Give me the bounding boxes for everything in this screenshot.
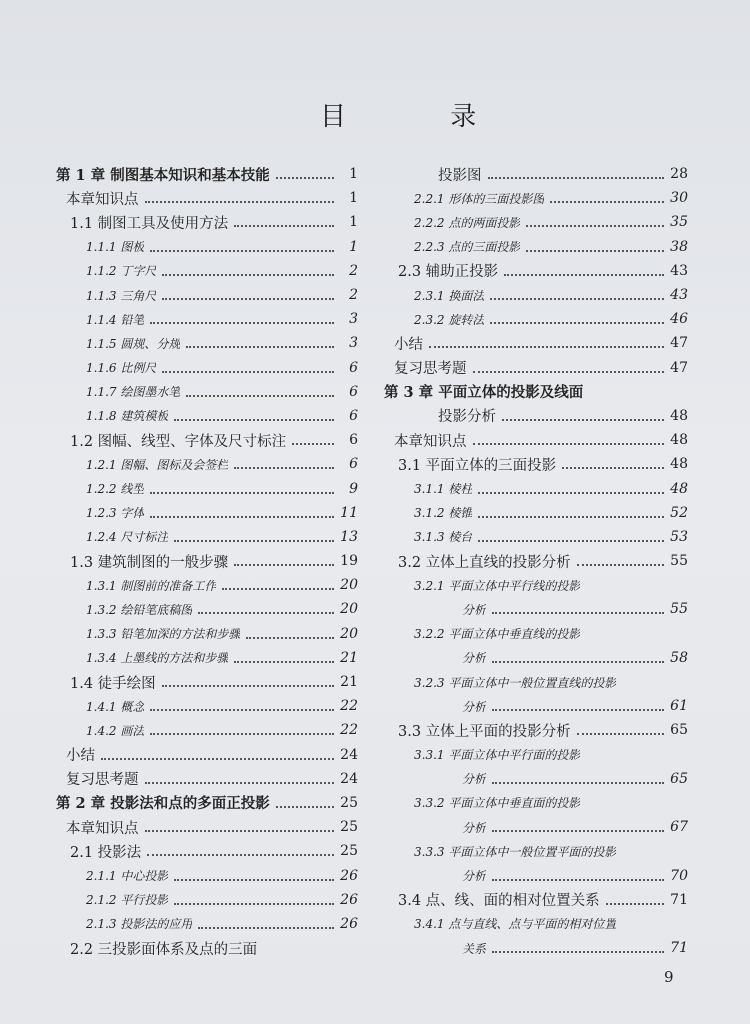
toc-entry-label: 1.1.3 三角尺 <box>86 288 157 303</box>
toc-entry-label: 3.2.1 平面立体中平行线的投影 <box>414 578 581 593</box>
toc-entry <box>56 718 358 742</box>
toc-entry-label: 1.1.1 图板 <box>86 240 145 255</box>
toc-entry-page: 21 <box>340 674 358 691</box>
toc-entry-label: 1.2 图幅、线型、字体及尺寸标注 <box>70 433 287 450</box>
dot-leader <box>174 903 334 905</box>
toc-entry-page: 6 <box>349 407 358 424</box>
toc-entry <box>384 839 688 863</box>
toc-entry-label: 1.4.2 画法 <box>86 723 145 738</box>
toc-entry-page: 48 <box>670 456 688 473</box>
toc-entry <box>56 888 358 912</box>
toc-entry-label: 1.1.4 铅笔 <box>86 312 145 327</box>
dot-leader <box>526 225 664 227</box>
toc-entry <box>384 767 688 791</box>
toc-entry-label: 1.3.1 制图前的准备工作 <box>86 578 217 593</box>
toc-entry <box>384 380 688 404</box>
dot-leader <box>150 250 334 252</box>
toc-entry-label: 第 1 章 制图基本知识和基本技能 <box>56 166 270 184</box>
toc-entry <box>384 670 688 694</box>
toc-entry-label: 分析 <box>462 869 487 884</box>
toc-entry-label: 1.3.3 铅笔加深的方法和步骤 <box>86 627 241 642</box>
toc-entry-label: 1.2.4 尺寸标注 <box>86 530 169 545</box>
toc-entry <box>56 815 358 839</box>
toc-entry-label: 本章知识点 <box>66 820 139 837</box>
toc-entry-page: 9 <box>349 480 358 497</box>
dot-leader <box>162 371 334 373</box>
page-number: 9 <box>664 968 674 986</box>
toc-entry-label: 3.2.3 平面立体中一般位置直线的投影 <box>414 675 617 690</box>
toc-entry <box>384 501 688 525</box>
toc-entry-page: 30 <box>670 190 688 207</box>
toc-entry <box>56 186 358 210</box>
toc-entry-label: 2.2.1 形体的三面投影图 <box>414 191 545 206</box>
toc-entry <box>384 235 688 259</box>
toc-entry-page: 25 <box>340 794 358 811</box>
toc-entry <box>56 936 358 960</box>
toc-entry-page: 53 <box>670 528 688 545</box>
dot-leader <box>492 782 664 784</box>
toc-entry <box>384 283 688 307</box>
toc-entry-label: 3.3.3 平面立体中一般位置平面的投影 <box>414 844 617 859</box>
dot-leader <box>429 346 664 348</box>
toc-entry <box>56 210 358 234</box>
toc-entry-page: 26 <box>340 891 358 908</box>
dot-leader <box>562 467 664 469</box>
dot-leader <box>478 540 664 542</box>
toc-entry-page: 6 <box>349 359 358 376</box>
dot-leader <box>577 564 664 566</box>
toc-entry-label: 1.1.6 比例尺 <box>86 361 157 376</box>
dot-leader <box>147 854 334 856</box>
toc-entry-label: 小结 <box>66 748 95 765</box>
toc-entry <box>384 815 688 839</box>
dot-leader <box>174 540 334 542</box>
toc-entry-label: 2.2.3 点的三面投影 <box>414 240 521 255</box>
dot-leader <box>478 516 664 518</box>
toc-entry-label: 1.4.1 概念 <box>86 699 145 714</box>
toc-entry-label: 小结 <box>394 336 423 353</box>
toc-entry-page: 61 <box>670 698 688 715</box>
toc-entry <box>384 646 688 670</box>
toc-entry <box>384 331 688 355</box>
toc-entry-page: 1 <box>349 238 358 255</box>
toc-entry <box>384 162 688 186</box>
toc-entry-page: 65 <box>670 770 688 787</box>
toc-entry-page: 20 <box>340 577 358 594</box>
toc-entry-label: 3.1.3 棱台 <box>414 530 473 545</box>
toc-entry-label: 本章知识点 <box>66 191 139 208</box>
toc-entry-page: 1 <box>349 214 358 231</box>
dot-leader <box>492 612 664 614</box>
dot-leader <box>492 661 664 663</box>
dot-leader <box>150 709 334 711</box>
toc-entry-page: 35 <box>670 214 688 231</box>
toc-entry-label: 2.1 投影法 <box>70 844 142 861</box>
toc-entry-page: 43 <box>670 262 688 279</box>
toc-entry-label: 分析 <box>462 699 487 714</box>
toc-entry-label: 复习思考题 <box>394 361 467 378</box>
toc-entry <box>384 863 688 887</box>
toc-entry-label: 1.4 徒手绘图 <box>70 675 156 692</box>
toc-entry-page: 24 <box>340 746 358 763</box>
toc-entry-label: 3.4.1 点与直线、点与平面的相对位置 <box>414 917 617 932</box>
toc-entry-page: 25 <box>340 819 358 836</box>
toc-entry-page: 48 <box>670 407 688 424</box>
toc-entry <box>56 863 358 887</box>
toc-entry-page: 11 <box>340 504 358 521</box>
dot-leader <box>492 951 664 953</box>
toc-entry-label: 投影图 <box>438 167 482 184</box>
toc-entry <box>384 888 688 912</box>
toc-entry-page: 52 <box>670 504 688 521</box>
dot-leader <box>101 758 334 760</box>
toc-entry <box>384 549 688 573</box>
dot-leader <box>174 419 334 421</box>
toc-entry-label: 3.1.2 棱锥 <box>414 506 473 521</box>
dot-leader <box>526 250 664 252</box>
dot-leader <box>174 879 334 881</box>
dot-leader <box>234 225 334 227</box>
dot-leader <box>492 830 664 832</box>
dot-leader <box>198 612 334 614</box>
toc-entry-label: 分析 <box>462 602 487 617</box>
toc-entry <box>384 428 688 452</box>
toc-entry <box>56 597 358 621</box>
toc-entry-label: 1.3.2 绘铅笔底稿图 <box>86 602 193 617</box>
dot-leader <box>490 298 664 300</box>
dot-leader <box>150 733 334 735</box>
dot-leader <box>234 564 334 566</box>
toc-entry-page: 1 <box>349 166 358 183</box>
toc-entry-label: 3.3.2 平面立体中垂直面的投影 <box>414 796 581 811</box>
toc-entry <box>56 670 358 694</box>
toc-entry-page: 22 <box>340 698 358 715</box>
toc-entry-page: 20 <box>340 625 358 642</box>
toc-entry-page: 26 <box>340 867 358 884</box>
toc-entry-page: 13 <box>340 528 358 545</box>
toc-entry-label: 3.1 平面立体的三面投影 <box>398 457 557 474</box>
toc-entry-label: 2.2 三投影面体系及点的三面 <box>70 941 258 958</box>
toc-entry-page: 47 <box>670 335 688 352</box>
dot-leader <box>186 346 334 348</box>
toc-entry-page: 1 <box>349 190 358 207</box>
toc-entry <box>56 380 358 404</box>
toc-entry <box>56 912 358 936</box>
toc-entry <box>56 283 358 307</box>
toc-entry-page: 46 <box>670 311 688 328</box>
dot-leader <box>492 879 664 881</box>
toc-entry-page: 28 <box>670 166 688 183</box>
toc-entry-label: 1.1.7 绘图墨水笔 <box>86 385 181 400</box>
dot-leader <box>246 637 334 639</box>
toc-entry <box>384 307 688 331</box>
toc-entry-page: 70 <box>670 867 688 884</box>
toc-entry <box>56 622 358 646</box>
toc-entry-label: 1.1.5 圆规、分规 <box>86 336 181 351</box>
toc-entry <box>56 356 358 380</box>
toc-entry-label: 复习思考题 <box>66 772 139 789</box>
dot-leader <box>145 830 335 832</box>
toc-entry-label: 分析 <box>462 651 487 666</box>
toc-entry <box>56 235 358 259</box>
dot-leader <box>198 927 334 929</box>
toc-entry-page: 2 <box>349 262 358 279</box>
toc-entry <box>384 912 688 936</box>
toc-right-column <box>384 162 688 960</box>
toc-entry-page: 48 <box>670 480 688 497</box>
dot-leader <box>490 322 664 324</box>
toc-entry <box>56 428 358 452</box>
toc-entry-label: 1.2.1 图幅、图标及会签栏 <box>86 457 229 472</box>
toc-entry-page: 24 <box>340 770 358 787</box>
toc-entry-page: 6 <box>349 383 358 400</box>
dot-leader <box>186 395 334 397</box>
toc-entry <box>384 525 688 549</box>
toc-entry-label: 2.1.1 中心投影 <box>86 869 169 884</box>
toc-entry <box>56 743 358 767</box>
toc-entry-page: 2 <box>349 287 358 304</box>
toc-entry-label: 本章知识点 <box>394 433 467 450</box>
dot-leader <box>473 443 665 445</box>
toc-entry-label: 3.3.1 平面立体中平行面的投影 <box>414 748 581 763</box>
dot-leader <box>145 782 335 784</box>
dot-leader <box>234 467 334 469</box>
toc-entry-label: 1.1 制图工具及使用方法 <box>70 215 229 232</box>
toc-entry-label: 2.1.2 平行投影 <box>86 893 169 908</box>
toc-entry <box>56 839 358 863</box>
toc-entry-label: 3.3 立体上平面的投影分析 <box>398 723 571 740</box>
toc-entry <box>56 573 358 597</box>
dot-leader <box>234 661 334 663</box>
toc-entry-page: 43 <box>670 287 688 304</box>
toc-left-column <box>56 162 358 960</box>
toc-entry-label: 1.1.8 建筑模板 <box>86 409 169 424</box>
toc-entry-page: 67 <box>670 819 688 836</box>
toc-entry-label: 分析 <box>462 820 487 835</box>
toc-entry-page: 55 <box>670 601 688 618</box>
toc-entry <box>384 694 688 718</box>
toc-entry <box>56 331 358 355</box>
toc-entry <box>56 694 358 718</box>
toc-entry <box>384 210 688 234</box>
toc-entry <box>384 622 688 646</box>
toc-entry-page: 3 <box>349 311 358 328</box>
toc-entry-label: 2.1.3 投影法的应用 <box>86 917 193 932</box>
toc-entry-label: 1.3 建筑制图的一般步骤 <box>70 554 229 571</box>
toc-entry <box>56 767 358 791</box>
toc-entry-label: 分析 <box>462 772 487 787</box>
toc-entry-page: 71 <box>670 940 688 957</box>
toc-entry-page: 71 <box>670 891 688 908</box>
toc-entry-page: 55 <box>670 553 688 570</box>
toc-entry <box>56 501 358 525</box>
toc-entry-page: 22 <box>340 722 358 739</box>
toc-entry-page: 6 <box>349 432 358 449</box>
toc-entry-page: 48 <box>670 432 688 449</box>
toc-entry-page: 6 <box>349 456 358 473</box>
toc-entry-label: 2.3 辅助正投影 <box>398 264 499 281</box>
toc-entry-label: 3.4 点、线、面的相对位置关系 <box>398 893 600 910</box>
toc-entry-label: 1.2.3 字体 <box>86 506 145 521</box>
dot-leader <box>473 371 665 373</box>
toc-entry <box>384 186 688 210</box>
toc-entry <box>384 573 688 597</box>
toc-entry <box>384 452 688 476</box>
toc-entry <box>56 646 358 670</box>
toc-entry-label: 投影分析 <box>438 409 496 426</box>
toc-entry-label: 3.2 立体上直线的投影分析 <box>398 554 571 571</box>
toc-entry-label: 3.2.2 平面立体中垂直线的投影 <box>414 627 581 642</box>
toc-entry <box>384 597 688 621</box>
toc-title: 目 录 <box>320 102 525 132</box>
dot-leader <box>606 903 664 905</box>
toc-entry <box>56 307 358 331</box>
dot-leader <box>550 201 664 203</box>
toc-entry <box>56 791 358 815</box>
toc-entry-label: 2.3.2 旋转法 <box>414 312 485 327</box>
toc-entry <box>56 452 358 476</box>
dot-leader <box>162 685 334 687</box>
dot-leader <box>276 806 334 808</box>
dot-leader <box>162 274 334 276</box>
toc-entry <box>384 404 688 428</box>
dot-leader <box>162 298 334 300</box>
toc-entry-label: 关系 <box>462 941 487 956</box>
dot-leader <box>276 177 334 179</box>
dot-leader <box>577 733 664 735</box>
dot-leader <box>478 492 664 494</box>
toc-entry-page: 25 <box>340 843 358 860</box>
toc-entry <box>384 718 688 742</box>
toc-entry <box>56 549 358 573</box>
dot-leader <box>150 516 334 518</box>
toc-entry-page: 26 <box>340 915 358 932</box>
toc-entry-page: 19 <box>340 553 358 570</box>
dot-leader <box>492 709 664 711</box>
toc-entry <box>56 476 358 500</box>
toc-entry-page: 58 <box>670 649 688 666</box>
toc-entry-label: 1.3.4 上墨线的方法和步骤 <box>86 651 229 666</box>
toc-entry-label: 2.3.1 换面法 <box>414 288 485 303</box>
toc-entry-label: 第 2 章 投影法和点的多面正投影 <box>56 795 270 813</box>
toc-entry <box>56 404 358 428</box>
toc-entry-page: 3 <box>349 335 358 352</box>
dot-leader <box>292 443 334 445</box>
dot-leader <box>502 419 664 421</box>
dot-leader <box>150 492 334 494</box>
toc-entry <box>56 162 358 186</box>
toc-entry <box>384 791 688 815</box>
toc-entry-label: 3.1.1 棱柱 <box>414 482 473 497</box>
toc-entry-label: 第 3 章 平面立体的投影及线面 <box>384 384 584 402</box>
toc-entry-label: 2.2.2 点的两面投影 <box>414 215 521 230</box>
toc-entry-page: 21 <box>340 649 358 666</box>
toc-entry <box>384 743 688 767</box>
toc-entry-label: 1.2.2 线型 <box>86 482 145 497</box>
toc-entry-page: 47 <box>670 359 688 376</box>
dot-leader <box>222 588 334 590</box>
toc-entry-page: 38 <box>670 238 688 255</box>
dot-leader <box>150 322 334 324</box>
dot-leader <box>488 177 665 179</box>
toc-entry-label: 1.1.2 丁字尺 <box>86 264 157 279</box>
toc-entry <box>56 525 358 549</box>
toc-entry <box>384 936 688 960</box>
toc-entry <box>384 259 688 283</box>
dot-leader <box>504 274 664 276</box>
toc-entry <box>384 356 688 380</box>
toc-entry-page: 20 <box>340 601 358 618</box>
toc-entry-page: 65 <box>670 722 688 739</box>
dot-leader <box>145 201 335 203</box>
toc-entry <box>56 259 358 283</box>
toc-entry <box>384 476 688 500</box>
